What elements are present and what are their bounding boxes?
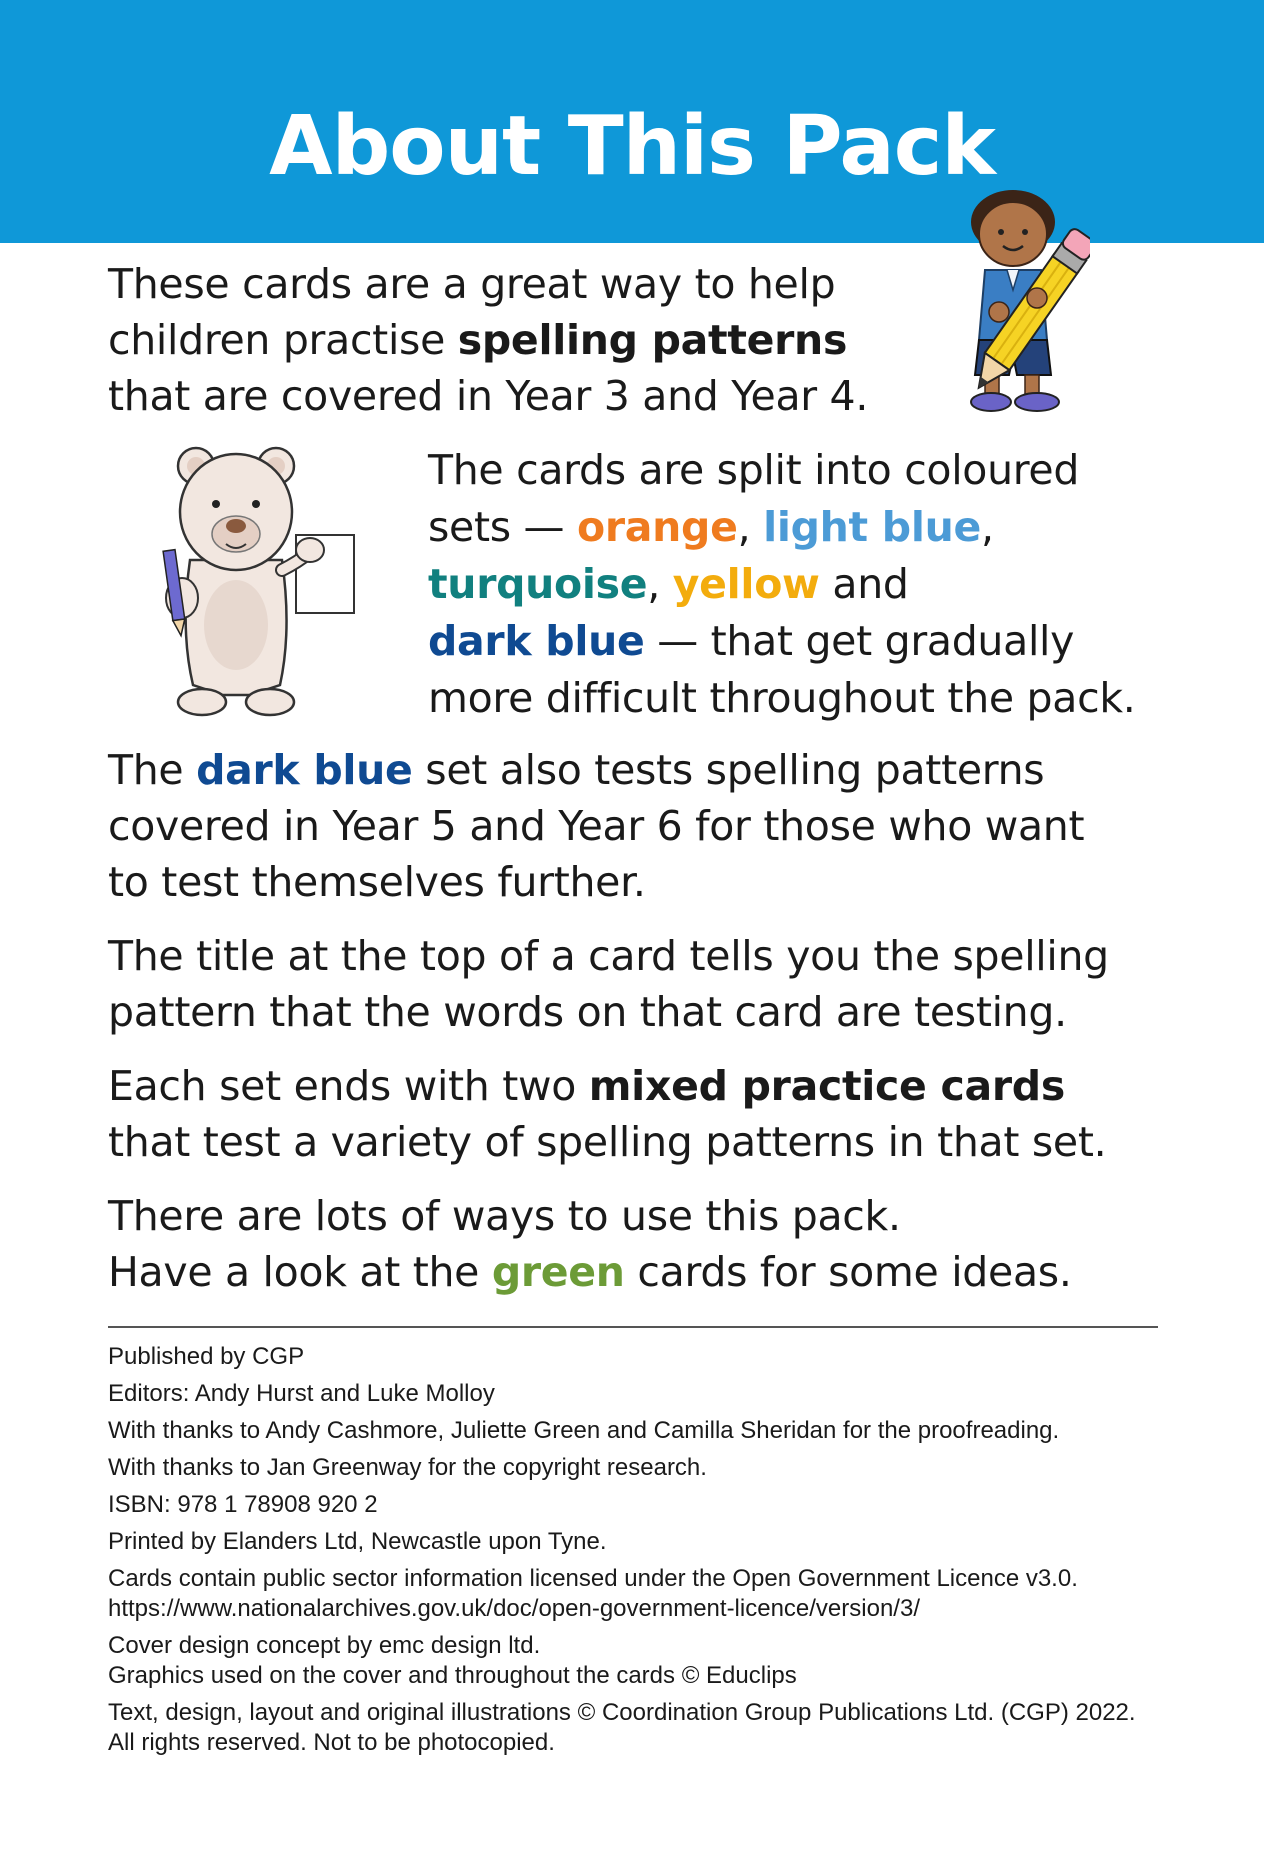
yellow-set-label: yellow [672, 560, 820, 608]
printer-credit: Printed by Elanders Ltd, Newcastle upon Tyne. [108, 1528, 607, 1555]
cover-design-credit: Cover design concept by emc design ltd. [108, 1632, 541, 1659]
mixed-practice-paragraph [108, 1058, 1106, 1170]
mixed-para-pre: Each set ends with two [108, 1062, 589, 1110]
proofreading-credit: With thanks to Andy Cashmore, Juliette Green and Camilla Sheridan for the proofreading. [108, 1417, 1060, 1444]
separator: , [981, 503, 994, 551]
title-para-line-1: The title at the top of a card tells you the spelling [108, 932, 1109, 980]
green-cards-label: green [491, 1248, 625, 1296]
sets-line-2-text: sets — [428, 503, 577, 551]
intro-line-1: These cards are a great way to help [108, 260, 836, 308]
dark-blue-set-label-2: dark blue [196, 746, 413, 794]
copyright-line-1: Text, design, layout and original illustrations © Coordination Group Publications Ltd. (CGP) 2022. [108, 1699, 1136, 1726]
spelling-patterns-bold: spelling patterns [457, 316, 848, 364]
ways-to-use-paragraph [108, 1188, 1072, 1300]
title-para-line-2: pattern that the words on that card are testing. [108, 988, 1067, 1036]
mixed-para-line-2: that test a variety of spelling patterns in that set. [108, 1118, 1107, 1166]
orange-set-label: orange [577, 503, 738, 551]
boy-with-pencil-illustration [955, 190, 1090, 415]
and-text: and [819, 560, 909, 608]
light-blue-set-label: light blue [763, 503, 981, 551]
intro-line-2-text: children practise [108, 316, 458, 364]
turquoise-set-label: turquoise [428, 560, 648, 608]
dark-blue-para-line-2: covered in Year 5 and Year 6 for those who want [108, 802, 1085, 850]
intro-line-3: that are covered in Year 3 and Year 4. [108, 372, 869, 420]
dark-blue-set-label: dark blue [428, 617, 645, 665]
separator: , [647, 560, 673, 608]
isbn: ISBN: 978 1 78908 920 2 [108, 1491, 378, 1518]
licence-url: https://www.nationalarchives.gov.uk/doc/open-government-licence/version/3/ [108, 1595, 920, 1622]
licence-line-1: Cards contain public sector information licensed under the Open Government Licence v3.0. [108, 1565, 1078, 1592]
dark-blue-para-pre: The [108, 746, 197, 794]
sets-line-1: The cards are split into coloured [428, 446, 1080, 494]
intro-paragraph [108, 256, 868, 424]
graphics-credit: Graphics used on the cover and throughout the cards © Educlips [108, 1662, 797, 1689]
copyright-line-2: All rights reserved. Not to be photocopied. [108, 1729, 555, 1756]
copyright-research-credit: With thanks to Jan Greenway for the copyright research. [108, 1454, 707, 1481]
dark-blue-para-post: set also tests spelling patterns [412, 746, 1045, 794]
sets-line-5: more difficult throughout the pack. [428, 674, 1136, 722]
ways-para-pre: Have a look at the [108, 1248, 492, 1296]
publisher-credit: Published by CGP [108, 1343, 305, 1370]
title-explanation-paragraph [108, 928, 1109, 1040]
coloured-sets-paragraph [428, 442, 1136, 727]
credits-section [108, 1342, 1208, 1765]
ways-para-line-1: There are lots of ways to use this pack. [108, 1192, 901, 1240]
page-title: About This Pack [269, 99, 995, 194]
separator: , [737, 503, 764, 551]
dark-blue-para-line-3: to test themselves further. [108, 858, 646, 906]
polar-bear-with-paper-illustration [158, 440, 373, 725]
section-divider [108, 1326, 1158, 1328]
editors-credit: Editors: Andy Hurst and Luke Molloy [108, 1380, 495, 1407]
dark-blue-paragraph [108, 742, 1084, 910]
mixed-practice-cards-bold: mixed practice cards [588, 1062, 1065, 1110]
ways-para-post: cards for some ideas. [624, 1248, 1072, 1296]
sets-line-4-text: — that get gradually [644, 617, 1075, 665]
